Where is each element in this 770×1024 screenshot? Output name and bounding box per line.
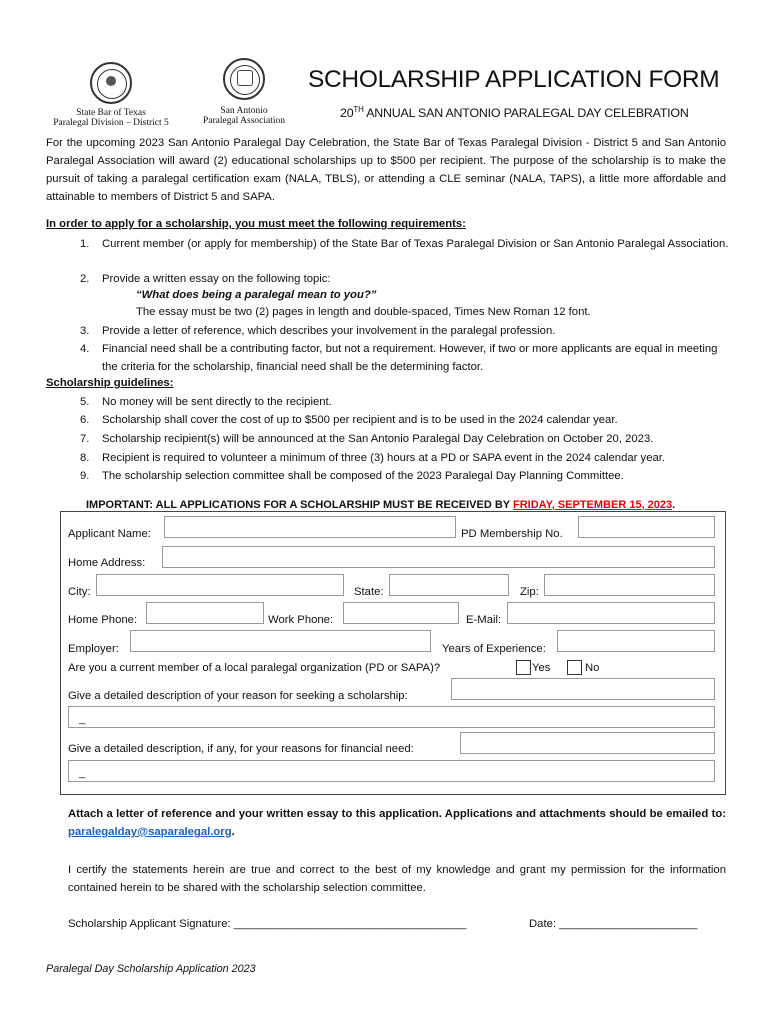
state-field[interactable] <box>389 574 509 596</box>
pd-membership-label: PD Membership No. <box>461 528 563 540</box>
home-address-field[interactable] <box>162 546 715 568</box>
financial-need-label: Give a detailed description, if any, for your reasons for financial need: <box>68 743 414 755</box>
state-bar-caption: State Bar of Texas Paralegal Division – District 5 <box>53 108 169 128</box>
applicant-name-field[interactable] <box>164 516 456 538</box>
years-experience-field[interactable] <box>557 630 715 652</box>
email-link[interactable]: paralegalday@saparalegal.org <box>68 826 232 838</box>
home-address-label: Home Address: <box>68 557 146 569</box>
email-label: E-Mail: <box>466 614 502 626</box>
employer-field[interactable] <box>130 630 431 652</box>
essay-topic-note: The essay must be two (2) pages in length and double-spaced, Times New Roman 12 font. <box>136 306 591 318</box>
pd-membership-field[interactable] <box>578 516 715 538</box>
financial-need-field-value: _ <box>79 767 86 779</box>
financial-need-field-line2[interactable] <box>68 760 715 782</box>
reason-field-line2[interactable] <box>68 706 715 728</box>
guidelines-heading: Scholarship guidelines: <box>46 377 174 389</box>
page-title: SCHOLARSHIP APPLICATION FORM <box>308 66 720 93</box>
state-label: State: <box>354 586 384 598</box>
yes-label: Yes <box>532 662 551 674</box>
city-field[interactable] <box>96 574 344 596</box>
work-phone-label: Work Phone: <box>268 614 334 626</box>
reason-label: Give a detailed description of your reason for seeking a scholarship: <box>68 690 408 702</box>
years-experience-label: Years of Experience: <box>442 643 546 655</box>
certification-statement: I certify the statements herein are true and correct to the best of my knowledge and grant my permission for the information contained herein to be shared with the scholarship selection committee. <box>68 864 726 894</box>
intro-paragraph: For the upcoming 2023 San Antonio Paralegal Day Celebration, the State Bar of Texas Paralegal Division - District 5 and San Antonio Paralegal Association will award (2) educational scholarships up to $500 per recipient. The purpose of the scholarship is to make the pursuit of taking a paralegal certification exam (NALA, TBLS), or attending a CLE seminar (NALA, TAPS), a little more affordable and attainable to members of District 5 and SAPA. <box>46 137 726 203</box>
no-label: No <box>585 662 600 674</box>
applicant-name-label: Applicant Name: <box>68 528 151 540</box>
yes-checkbox[interactable] <box>516 660 531 675</box>
email-field[interactable] <box>507 602 715 624</box>
important-notice: IMPORTANT: ALL APPLICATIONS FOR A SCHOLARSHIP MUST BE RECEIVED BY FRIDAY, SEPTEMBER 15, 2023. <box>86 499 676 511</box>
member-question: Are you a current member of a local paralegal organization (PD or SAPA)? <box>68 662 441 674</box>
requirements-heading: In order to apply for a scholarship, you must meet the following requirements: <box>46 218 466 230</box>
city-label: City: <box>68 586 91 598</box>
signature-line[interactable]: Scholarship Applicant Signature: _____________________________________ <box>68 918 467 930</box>
page-subtitle: 20TH ANNUAL SAN ANTONIO PARALEGAL DAY CELEBRATION <box>340 105 689 121</box>
zip-field[interactable] <box>544 574 715 596</box>
reason-field-line1[interactable] <box>451 678 715 700</box>
home-phone-field[interactable] <box>146 602 264 624</box>
date-line[interactable]: Date: ______________________ <box>529 918 698 930</box>
essay-topic: “What does being a paralegal mean to you?” <box>136 289 377 301</box>
deadline-date: FRIDAY, SEPTEMBER 15, 2023 <box>513 499 673 511</box>
zip-label: Zip: <box>520 586 539 598</box>
home-phone-label: Home Phone: <box>68 614 138 626</box>
financial-need-field-line1[interactable] <box>460 732 715 754</box>
no-checkbox[interactable] <box>567 660 582 675</box>
work-phone-field[interactable] <box>343 602 459 624</box>
sapa-caption: San Antonio Paralegal Association <box>202 106 286 126</box>
employer-label: Employer: <box>68 643 119 655</box>
attach-instructions: Attach a letter of reference and your written essay to this application. Applications and attachments should be emailed to: paralegalday@saparalegal.org. <box>68 808 726 838</box>
reason-field-value: _ <box>79 713 86 725</box>
page-footer: Paralegal Day Scholarship Application 2023 <box>46 963 256 975</box>
